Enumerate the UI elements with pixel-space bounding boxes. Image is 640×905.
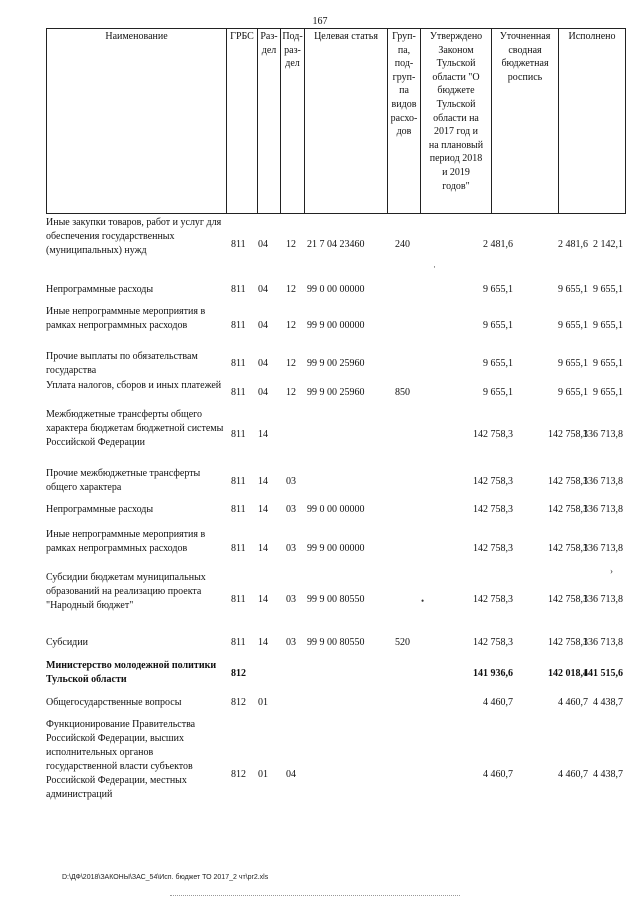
cell-executed: 136 713,8	[583, 504, 623, 515]
cell-approved: 4 460,7	[483, 697, 513, 708]
cell-refined: 142 758,3	[548, 504, 588, 515]
row-name: Непрограммные расходы	[46, 284, 154, 295]
cell-pr: 03	[286, 543, 296, 554]
row-name: Общегосударственные вопросы	[46, 697, 182, 708]
cell-refined: 2 481,6	[558, 239, 588, 250]
header-podrazdel: Под- раз- дел	[280, 28, 304, 214]
header-approved: Утверждено Законом Тульской области "О бюджете Тульской области на 2017 год и на плановый период 2018 и 2019 годов"	[420, 28, 491, 214]
cell-executed: 2 142,1	[593, 239, 623, 250]
row-name: Непрограммные расходы	[46, 504, 154, 515]
cell-approved: 9 655,1	[483, 284, 513, 295]
table-row	[46, 636, 626, 650]
table-row	[46, 350, 626, 378]
header-refined: Уточненная сводная бюджетная роспись	[491, 28, 558, 214]
cell-rz: 14	[258, 594, 268, 605]
cell-grbs: 811	[231, 284, 246, 295]
cell-refined: 142 758,3	[548, 476, 588, 487]
cell-pr: 12	[286, 358, 296, 369]
cell-refined: 9 655,1	[558, 387, 588, 398]
table-row	[46, 467, 626, 495]
cell-approved: 4 460,7	[483, 769, 513, 780]
cell-rz: 14	[258, 476, 268, 487]
cell-approved: 9 655,1	[483, 387, 513, 398]
cell-rz: 14	[258, 543, 268, 554]
row-name: Уплата налогов, сборов и иных платежей	[46, 380, 222, 391]
cell-vr: 520	[395, 637, 410, 648]
cell-executed: 4 438,7	[593, 697, 623, 708]
table-row	[46, 216, 626, 272]
cell-executed: 9 655,1	[593, 284, 623, 295]
cell-rz: 04	[258, 284, 268, 295]
cell-pr: 12	[286, 239, 296, 250]
cell-approved: 142 758,3	[473, 637, 513, 648]
cell-vr: 240	[395, 239, 410, 250]
cell-rz: 14	[258, 637, 268, 648]
row-name: Субсидии	[46, 637, 88, 648]
row-name: Функционирование Правительства Российской Федерации, высших исполнительных органов государственной власти субъектов Российской Федерации, местных администраций	[46, 719, 196, 800]
cell-rz: 04	[258, 320, 268, 331]
header-razdel: Раз- дел	[257, 28, 280, 214]
file-path-footer: D:\ДФ\2018\ЗАКОНЫ\ЗАС_54\Исп. бюджет ТО 2017_2 чт\pr2.xls	[62, 874, 269, 881]
cell-pr: 12	[286, 387, 296, 398]
table-row	[46, 571, 626, 627]
cell-pr: 12	[286, 284, 296, 295]
cell-refined: 142 018,4	[548, 668, 588, 679]
cell-pr: 12	[286, 320, 296, 331]
table-row	[46, 528, 626, 570]
cell-cs: 99 9 00 25960	[307, 358, 365, 369]
cell-executed: 136 713,8	[583, 594, 623, 605]
cell-refined: 142 758,3	[548, 594, 588, 605]
cell-rz: 01	[258, 697, 268, 708]
cell-grbs: 811	[231, 429, 246, 440]
cell-rz: 01	[258, 769, 268, 780]
cell-refined: 142 758,3	[548, 637, 588, 648]
cell-grbs: 811	[231, 239, 246, 250]
cell-grbs: 811	[231, 320, 246, 331]
table-row	[46, 659, 626, 687]
row-name: Прочие межбюджетные трансферты общего характера	[46, 468, 201, 493]
cell-cs: 99 0 00 00000	[307, 504, 365, 515]
table-row	[46, 696, 626, 710]
cell-approved: 142 758,3	[473, 429, 513, 440]
table-row	[46, 305, 626, 347]
scan-speck: ›	[610, 566, 613, 576]
cell-pr: 03	[286, 504, 296, 515]
cell-refined: 142 758,3	[548, 543, 588, 554]
header-group: Груп- па, под- груп- па видов расхо- дов	[387, 28, 420, 214]
cell-executed: 136 713,8	[583, 476, 623, 487]
table-row	[46, 283, 626, 297]
cell-approved: 142 758,3	[473, 504, 513, 515]
cell-executed: 136 713,8	[583, 429, 623, 440]
cell-cs: 99 9 00 00000	[307, 543, 365, 554]
cell-cs: 99 9 00 25960	[307, 387, 365, 398]
cell-grbs: 811	[231, 637, 246, 648]
header-executed: Исполнено	[558, 28, 626, 214]
cell-grbs: 811	[231, 504, 246, 515]
cell-executed: 9 655,1	[593, 387, 623, 398]
header-grbs: ГРБС	[226, 28, 257, 214]
row-name: Прочие выплаты по обязательствам государства	[46, 351, 198, 376]
row-name: Министерство молодежной политики Тульской области	[46, 660, 217, 685]
table-row	[46, 379, 626, 407]
cell-executed: 136 713,8	[583, 543, 623, 554]
table-row	[46, 718, 626, 830]
cell-cs: 21 7 04 23460	[307, 239, 365, 250]
scan-speck: ·	[433, 262, 436, 272]
cell-grbs: 811	[231, 543, 246, 554]
cell-grbs: 812	[231, 668, 246, 679]
cell-refined: 4 460,7	[558, 697, 588, 708]
cell-pr: 03	[286, 594, 296, 605]
cell-grbs: 812	[231, 697, 246, 708]
cell-refined: 9 655,1	[558, 358, 588, 369]
cell-grbs: 811	[231, 387, 246, 398]
cell-cs: 99 9 00 80550	[307, 637, 365, 648]
table-row	[46, 408, 626, 464]
table-row	[46, 503, 626, 517]
cell-cs: 99 0 00 00000	[307, 284, 365, 295]
cell-approved: 2 481,6	[483, 239, 513, 250]
header-target: Целевая статья	[304, 28, 387, 214]
cell-approved: 9 655,1	[483, 358, 513, 369]
cell-rz: 14	[258, 504, 268, 515]
cell-approved: 142 758,3	[473, 543, 513, 554]
cell-approved: 142 758,3	[473, 594, 513, 605]
cell-grbs: 811	[231, 594, 246, 605]
cell-executed: 141 515,6	[583, 668, 623, 679]
cell-approved: 142 758,3	[473, 476, 513, 487]
scan-artifact-line	[170, 895, 460, 897]
cell-approved: 9 655,1	[483, 320, 513, 331]
cell-rz: 14	[258, 429, 268, 440]
cell-pr: 03	[286, 637, 296, 648]
cell-refined: 9 655,1	[558, 320, 588, 331]
cell-executed: 136 713,8	[583, 637, 623, 648]
cell-cs: 99 9 00 00000	[307, 320, 365, 331]
cell-refined: 4 460,7	[558, 769, 588, 780]
header-name: Наименование	[46, 28, 226, 214]
cell-cs: 99 9 00 80550	[307, 594, 365, 605]
cell-grbs: 811	[231, 358, 246, 369]
cell-rz: 04	[258, 387, 268, 398]
cell-executed: 4 438,7	[593, 769, 623, 780]
row-name: Иные непрограммные мероприятия в рамках непрограммных расходов	[46, 306, 206, 331]
cell-grbs: 811	[231, 476, 246, 487]
cell-rz: 04	[258, 239, 268, 250]
cell-vr: 850	[395, 387, 410, 398]
cell-refined: 9 655,1	[558, 284, 588, 295]
cell-pr: 04	[286, 769, 296, 780]
scan-speck: •	[421, 596, 425, 606]
row-name: Межбюджетные трансферты общего характера бюджетам бюджетной системы Российской Федерации	[46, 409, 224, 448]
row-name: Субсидии бюджетам муниципальных образований на реализацию проекта "Народный бюджет"	[46, 572, 206, 611]
cell-grbs: 812	[231, 769, 246, 780]
cell-approved: 141 936,6	[473, 668, 513, 679]
row-name: Иные закупки товаров, работ и услуг для обеспечения государственных (муниципальных) нужд	[46, 217, 222, 256]
cell-executed: 9 655,1	[593, 320, 623, 331]
cell-executed: 9 655,1	[593, 358, 623, 369]
page-number: 167	[312, 16, 328, 27]
cell-refined: 142 758,3	[548, 429, 588, 440]
cell-rz: 04	[258, 358, 268, 369]
cell-pr: 03	[286, 476, 296, 487]
row-name: Иные непрограммные мероприятия в рамках непрограммных расходов	[46, 529, 206, 554]
